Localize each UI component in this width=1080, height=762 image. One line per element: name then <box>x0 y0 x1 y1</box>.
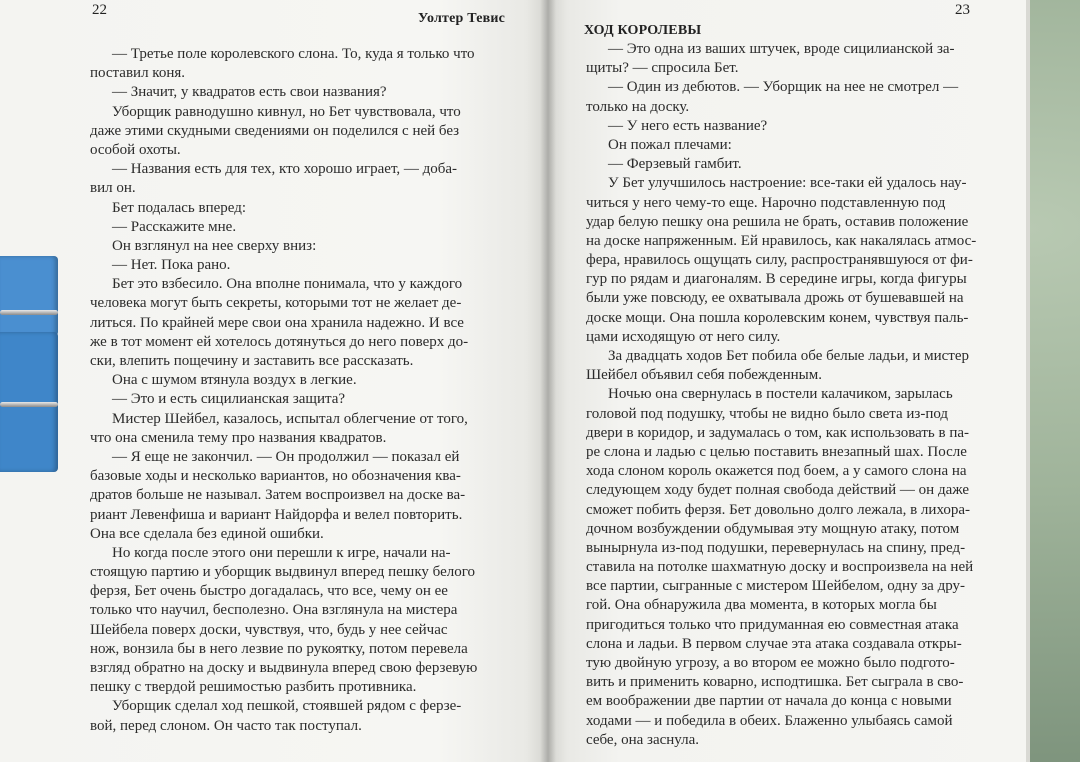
text-line: Уборщик сделал ход пешкой, стоявшей рядом с ферзе- <box>112 698 462 715</box>
text-line: Она с шумом втянула воздух в легкие. <box>112 372 357 389</box>
text-line: Бет это взбесило. Она вполне понимала, что у каждого <box>112 276 463 293</box>
text-line: были уже повсюду, ее охватывала дрожь от бушевавшей на <box>586 290 964 307</box>
text-line: ски, влепить пощечину и заставить все рассказать. <box>90 353 414 369</box>
right-page-number: 23 <box>955 2 970 18</box>
text-line: — Один из дебютов. — Уборщик на нее не смотрел — <box>608 79 959 96</box>
text-line: себе, она заснула. <box>586 731 700 748</box>
left-running-head: Уолтер Тевис <box>418 11 506 26</box>
text-line: Бет подалась вперед: <box>112 199 247 216</box>
text-line: Ночью она свернулась в постели калачиком, зарылась <box>608 386 953 403</box>
text-line: базовые ходы и несколько вариантов, но обозначения ква- <box>90 468 461 485</box>
text-line: сможет побить ферзя. Бет довольно долго лежала, в лихора- <box>586 501 971 518</box>
text-line: щиты? — спросила Бет. <box>586 60 739 77</box>
text-line: взгляд обратно на доску и выдвинула вперед свою ферзевую <box>90 660 478 676</box>
text-line: За двадцать ходов Бет побила обе белые ладьи, и мистер <box>608 348 970 364</box>
text-line: — Ферзевый гамбит. <box>608 156 742 173</box>
text-line: ре слона и ладью с целью поставить внезапный шах. После <box>586 443 967 460</box>
left-page-body <box>90 45 510 736</box>
text-line: Шейбел объявил себя побежденным. <box>586 367 822 384</box>
text-line: — Это и есть сицилианская защита? <box>112 391 346 408</box>
text-line: поставил коня. <box>90 65 186 82</box>
text-line: нож, вонзила бы в него лезвие по рукоятку, потом перевела <box>90 640 468 657</box>
text-line: риант Левенфиша и вариант Найдорфа и велел повторить. <box>90 506 463 523</box>
text-line: ем воображении две партии от начала до конца с новыми <box>586 693 952 710</box>
text-line: головой под подушку, чтобы не видно было света из-под <box>586 405 949 422</box>
right-running-head: ХОД КОРОЛЕВЫ <box>584 23 702 38</box>
text-line: литься. По крайней мере свои она хранила надежно. И все <box>90 314 464 331</box>
text-line: — У него есть название? <box>608 117 768 134</box>
text-line: ходами — и победила в обеих. Блаженно улыбаясь самой <box>586 712 953 729</box>
text-line: Шейбела поверх доски, чувствуя, что, будь у нее сейчас <box>90 621 448 638</box>
text-line: вой, перед слоном. Он часто так поступал. <box>90 717 362 734</box>
text-line: дратов больше не называл. Затем воспроизвел на доске ва- <box>90 487 466 504</box>
text-line: только что научил, бесполезно. Она взглянула на мистера <box>90 602 458 619</box>
text-line: цами исходящую от него силу. <box>586 328 781 345</box>
text-line: только на доску. <box>586 98 690 115</box>
text-line: вынырнула из-под подушки, перевернулась на спину, пред- <box>586 539 966 556</box>
text-line: — Я еще не закончил. — Он продолжил — показал ей <box>112 448 460 465</box>
text-line: Но когда после этого они перешли к игре, начали на- <box>112 544 451 561</box>
right-page-body <box>586 40 1011 750</box>
text-line: Он пожал плечами: <box>608 136 732 153</box>
text-line: все партии, сыгранные с мистером Шейбелом, одну за дру- <box>586 578 966 595</box>
right-page <box>548 0 1026 762</box>
text-line: вить и применить коварно, исподтишка. Бет сыграла в сво- <box>586 674 964 691</box>
binder-clip-wire-bottom <box>0 402 58 407</box>
text-line: что она сменила тему про названия квадратов. <box>90 429 387 446</box>
text-line: дочном возбуждении обдумывая эту мощную атаку, потом <box>586 520 960 537</box>
text-line: стоящую партию и уборщик выдвинул вперед пешку белого <box>90 564 476 581</box>
text-line: ферзя, Бет очень быстро догадалась, что все, чему он ее <box>90 583 448 600</box>
text-line: ставила на потолке шахматную доску и воспроизвела на ней <box>586 559 974 576</box>
text-line: следующем ходу будет полная свобода действий — он даже <box>586 482 970 499</box>
text-line: слона и ладьи. В первом случае эта атака создавала откры- <box>586 635 962 652</box>
text-line: даже этими скудными сведениями он поделился с ней без <box>90 122 460 139</box>
text-line: гур по рядам и диагоналям. В середине игры, когда фигуры <box>586 271 967 288</box>
text-line: — Нет. Пока рано. <box>112 257 231 274</box>
text-line: гой. Она обнаружила два момента, в которых могла бы <box>586 597 937 614</box>
book-gutter <box>540 0 556 762</box>
text-line: вил он. <box>90 180 136 197</box>
text-line: тую двойную угрозу, а во втором ее можно было подгото- <box>586 655 955 671</box>
left-page-number: 22 <box>92 2 107 18</box>
text-line: Мистер Шейбел, казалось, испытал облегчение от того, <box>112 410 468 427</box>
text-line: — Это одна из ваших штучек, вроде сицилианской за- <box>608 41 955 57</box>
text-line: хода слоном король окажется под боем, а у самого слона на <box>586 463 967 480</box>
text-line: двери в коридор, и задумалась о том, как использовать в па- <box>586 424 970 441</box>
text-line: — Значит, у квадратов есть свои названия? <box>112 84 387 101</box>
text-line: — Расскажите мне. <box>112 218 237 235</box>
text-line: — Названия есть для тех, кто хорошо играет, — доба- <box>112 161 458 178</box>
text-line: фера, нравилось ощущать силу, распространявшуюся от фи- <box>586 252 973 269</box>
text-line: У Бет улучшилось настроение: все-таки ей удалось нау- <box>608 175 967 192</box>
text-line: — Третье поле королевского слона. То, куда я только что <box>112 46 475 62</box>
text-line: же в тот момент ей хотелось дотянуться до него поверх до- <box>90 333 469 350</box>
text-line: особой охоты. <box>90 141 181 158</box>
text-line: Она все сделала без единой ошибки. <box>90 525 324 542</box>
text-line: пригодиться только что придуманная ею совместная атака <box>586 616 959 633</box>
text-line: на доске напряженным. Ей нравилось, как накалялась атмос- <box>586 232 977 249</box>
text-line: Он взглянул на нее сверху вниз: <box>112 237 317 254</box>
binder-clip-top <box>0 256 58 336</box>
text-line: читься у него чему-то еще. Нарочно подставленную под <box>586 194 946 211</box>
text-line: Уборщик равнодушно кивнул, но Бет чувствовала, что <box>112 103 461 120</box>
binder-clip-wire-top <box>0 310 58 315</box>
text-line: удар белую пешку она решила не брать, оставив положение <box>586 213 969 230</box>
text-line: доске мощи. Она пошла королевским конем, чувствуя паль- <box>586 309 969 326</box>
text-line: человека могут быть секреты, которыми тот не желает де- <box>90 295 462 312</box>
text-line: пешку с твердой решимостью разбить противника. <box>90 679 417 696</box>
